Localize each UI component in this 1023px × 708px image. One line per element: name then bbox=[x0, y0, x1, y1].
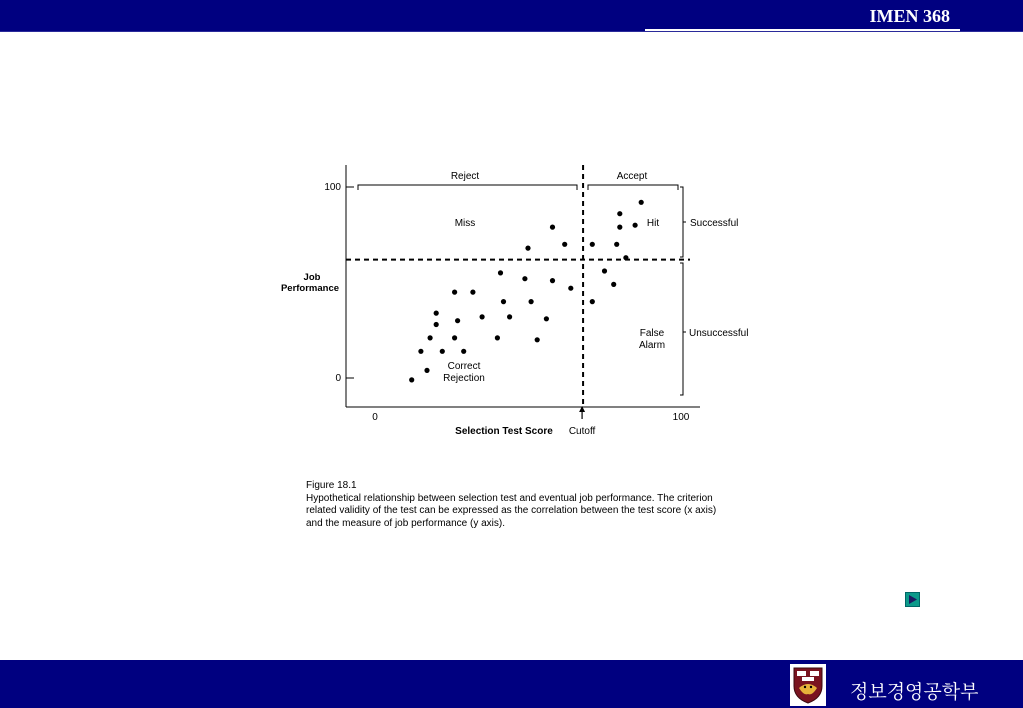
false-alarm-label-line2: Alarm bbox=[638, 340, 666, 351]
data-point-3 bbox=[418, 349, 423, 354]
data-point-23 bbox=[568, 286, 573, 291]
data-point-16 bbox=[452, 290, 457, 295]
correct-rejection-label-line2: Rejection bbox=[443, 373, 485, 384]
data-point-31 bbox=[614, 242, 619, 247]
data-point-4 bbox=[440, 349, 445, 354]
data-point-25 bbox=[525, 246, 530, 251]
data-point-11 bbox=[455, 318, 460, 323]
reject-label: Reject bbox=[450, 171, 480, 182]
caption-line-1: Hypothetical relationship between selection test and eventual job performance. The criterion bbox=[306, 492, 713, 504]
data-point-29 bbox=[602, 268, 607, 273]
reject-bracket bbox=[358, 185, 577, 190]
data-point-10 bbox=[434, 322, 439, 327]
caption-line-2: related validity of the test can be expressed as the correlation between the test score (x axis) bbox=[306, 505, 717, 517]
data-point-34 bbox=[623, 255, 628, 260]
department-name: 정보경영공학부 bbox=[850, 681, 979, 703]
successful-bracket bbox=[680, 187, 686, 257]
course-title: IMEN 368 bbox=[869, 6, 950, 26]
accept-label: Accept bbox=[616, 171, 648, 182]
data-point-7 bbox=[452, 335, 457, 340]
false-alarm-label-line1: False bbox=[639, 328, 665, 339]
data-point-18 bbox=[501, 299, 506, 304]
caption-line-3: and the measure of job performance (y axis). bbox=[306, 517, 505, 529]
data-point-13 bbox=[507, 314, 512, 319]
data-point-28 bbox=[590, 242, 595, 247]
data-point-21 bbox=[522, 276, 527, 281]
correct-rejection-label-line1: Correct bbox=[447, 361, 481, 372]
university-crest-icon bbox=[790, 664, 826, 706]
figure-caption bbox=[306, 480, 746, 530]
data-point-14 bbox=[544, 316, 549, 321]
miss-label: Miss bbox=[454, 218, 476, 229]
data-point-15 bbox=[434, 311, 439, 316]
data-point-30 bbox=[611, 282, 616, 287]
data-point-35 bbox=[633, 223, 638, 228]
data-point-12 bbox=[480, 314, 485, 319]
data-point-19 bbox=[529, 299, 534, 304]
play-arrow-icon bbox=[906, 593, 919, 606]
unsuccessful-bracket bbox=[680, 263, 686, 395]
data-point-20 bbox=[498, 270, 503, 275]
data-point-2 bbox=[424, 368, 429, 373]
data-point-8 bbox=[495, 335, 500, 340]
y-tick-label-0: 0 bbox=[335, 373, 341, 384]
unsuccessful-label: Unsuccessful bbox=[689, 328, 749, 339]
data-point-6 bbox=[428, 335, 433, 340]
data-point-22 bbox=[550, 278, 555, 283]
data-points bbox=[409, 200, 644, 383]
successful-label: Successful bbox=[690, 218, 739, 229]
data-point-33 bbox=[617, 211, 622, 216]
data-point-17 bbox=[470, 290, 475, 295]
cutoff-label: Cutoff bbox=[568, 426, 596, 437]
y-axis-label-line1: Job bbox=[303, 272, 321, 283]
footer-bar bbox=[0, 660, 1023, 708]
x-tick-label-0: 0 bbox=[372, 412, 378, 423]
data-point-26 bbox=[550, 225, 555, 230]
y-axis-label-line2: Performance bbox=[280, 283, 340, 294]
data-point-5 bbox=[461, 349, 466, 354]
data-point-9 bbox=[535, 337, 540, 342]
data-point-27 bbox=[562, 242, 567, 247]
x-axis-label: Selection Test Score bbox=[455, 426, 553, 437]
y-tick-label-100: 100 bbox=[324, 182, 341, 193]
data-point-1 bbox=[409, 377, 414, 382]
caption-title: Figure 18.1 bbox=[306, 480, 357, 491]
next-slide-button[interactable] bbox=[905, 592, 920, 607]
x-tick-label-100: 100 bbox=[672, 412, 690, 423]
accept-bracket bbox=[588, 185, 678, 190]
data-point-32 bbox=[617, 225, 622, 230]
data-point-36 bbox=[639, 200, 644, 205]
data-point-24 bbox=[590, 299, 595, 304]
hit-label: Hit bbox=[646, 218, 660, 229]
